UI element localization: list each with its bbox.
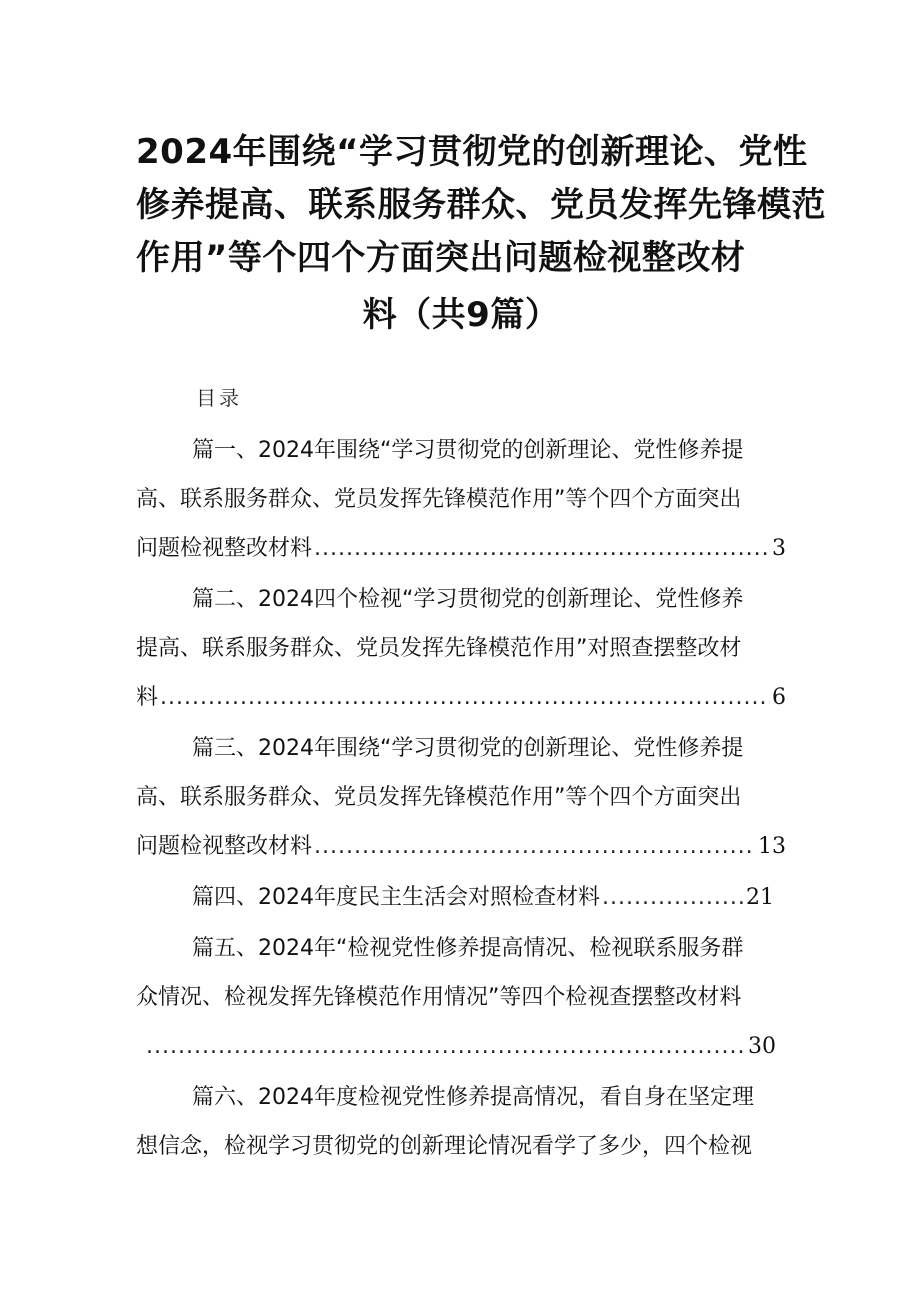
toc-entry-6[interactable] — [136, 1073, 786, 1171]
toc-page-number: 6 — [772, 685, 786, 710]
toc-entry-leader-line — [136, 673, 786, 722]
toc-page-number: 21 — [746, 885, 774, 910]
toc-entry-text: 篇二、2024四个检视“学习贯彻党的创新理论、党性修养 — [192, 587, 744, 612]
toc-entry-1[interactable] — [136, 426, 786, 573]
dot-leader — [314, 524, 770, 573]
toc-entry-leader-line — [136, 822, 786, 871]
toc-entry-text: 篇一、2024年围绕“学习贯彻党的创新理论、党性修养提 — [192, 438, 744, 463]
dot-leader — [146, 1022, 746, 1071]
table-of-contents — [136, 426, 786, 1173]
toc-entry-text: 问题检视整改材料 — [136, 834, 313, 859]
toc-heading: 目录 — [196, 386, 242, 410]
toc-entry-text: 料 — [136, 685, 159, 710]
title-line-2: 修养提高、联系服务群众、党员发挥先锋模范 — [136, 185, 826, 225]
toc-entry-text: 问题检视整改材料 — [136, 536, 313, 561]
toc-entry-leader-line — [136, 524, 786, 573]
toc-entry-2[interactable] — [136, 575, 786, 722]
title-line-3: 作用”等个四个方面突出问题检视整改材 — [136, 238, 746, 278]
toc-entry-5[interactable] — [136, 924, 786, 1071]
toc-entry-4[interactable] — [136, 873, 786, 922]
toc-entry-text: 高、联系服务群众、党员发挥先锋模范作用”等个四个方面突出 — [136, 487, 742, 512]
toc-page-number: 3 — [772, 536, 786, 561]
dot-leader — [160, 673, 770, 722]
toc-entry-text: 篇四、2024年度民主生活会对照检查材料 — [192, 885, 600, 910]
title-line-1: 2024年围绕“学习贯彻党的创新理论、党性 — [136, 132, 808, 172]
toc-entry-3[interactable] — [136, 724, 786, 871]
toc-entry-text: 篇六、2024年度检视党性修养提高情况，看自身在坚定理 — [192, 1085, 754, 1110]
toc-entry-text: 篇五、2024年“检视党性修养提高情况、检视联系服务群 — [192, 936, 744, 961]
toc-entry-text: 想信念，检视学习贯彻党的创新理论情况看学了多少，四个检视 — [136, 1134, 753, 1159]
toc-entry-text: 高、联系服务群众、党员发挥先锋模范作用”等个四个方面突出 — [136, 785, 742, 810]
dot-leader — [602, 873, 744, 922]
dot-leader — [314, 822, 756, 871]
toc-entry-text: 篇三、2024年围绕“学习贯彻党的创新理论、党性修养提 — [192, 736, 744, 761]
document-title — [136, 126, 826, 342]
toc-page-number: 13 — [758, 834, 786, 859]
toc-page-number: 30 — [748, 1034, 776, 1059]
toc-entry-leader-line — [136, 1022, 786, 1071]
toc-entry-text: 提高、联系服务群众、党员发挥先锋模范作用”对照查摆整改材 — [136, 636, 742, 661]
title-line-4: 料（共9篇） — [362, 295, 560, 335]
toc-entry-leader-line — [136, 873, 786, 922]
toc-entry-text: 众情况、检视发挥先锋模范作用情况”等四个检视查摆整改材料 — [136, 985, 742, 1010]
